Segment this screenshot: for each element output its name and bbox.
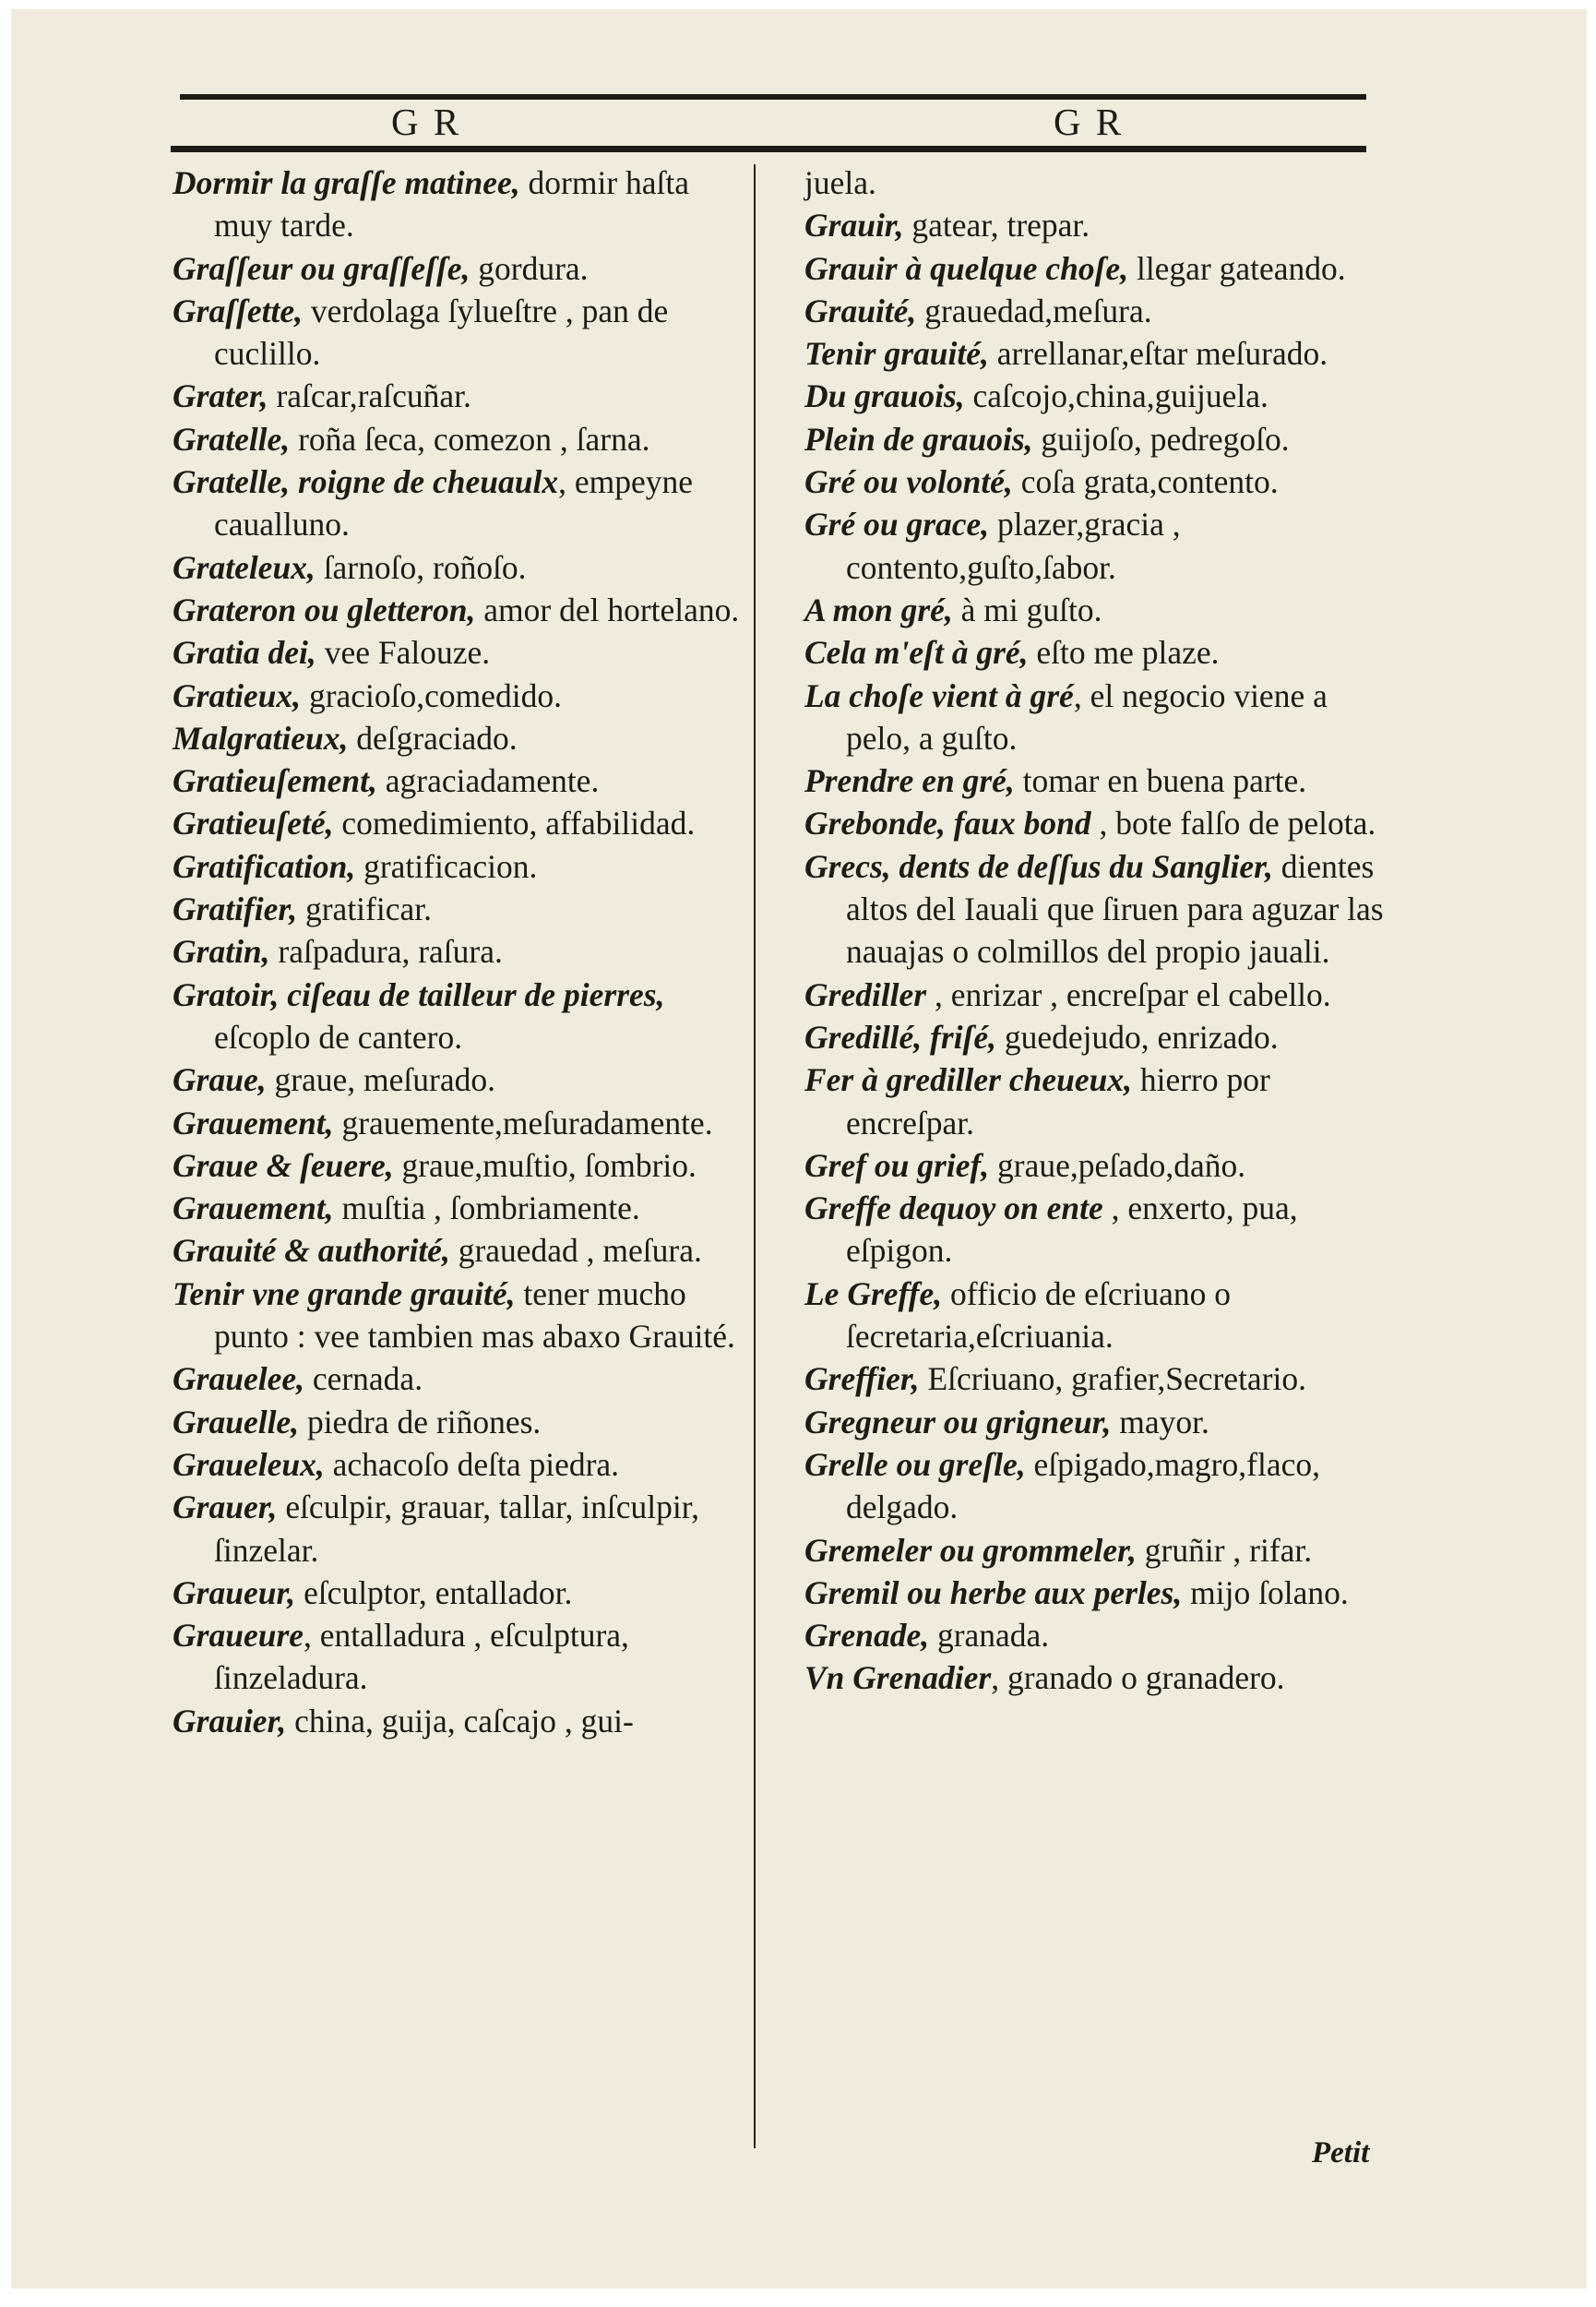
dictionary-entry: [173, 1229, 740, 1272]
entry-headword: Gratelle, roigne de cheuaulx: [173, 463, 559, 501]
dictionary-entry: [173, 1443, 740, 1486]
entry-headword: Gratieux,: [173, 676, 302, 714]
dictionary-entry: [173, 802, 740, 844]
entry-definition: Eſcriuano, grafier,Secretario.: [919, 1360, 1306, 1398]
dictionary-entry: [173, 759, 740, 802]
dictionary-entry: [173, 546, 740, 589]
entry-headword: Le Greffe,: [804, 1274, 943, 1312]
running-head-right: G R: [1054, 101, 1125, 143]
entry-headword: La choſe vient à gré: [804, 676, 1074, 714]
entry-definition: eſculptor, entallador.: [295, 1573, 573, 1611]
entry-definition: gruñir , rifar.: [1136, 1531, 1313, 1569]
dictionary-entry: [173, 1700, 740, 1742]
entry-definition: gratificar.: [297, 891, 432, 928]
dictionary-entry: [173, 1187, 740, 1229]
entry-definition: agraciadamente.: [376, 762, 600, 800]
entry-headword: Graſſeur ou graſſeſſe,: [173, 249, 470, 287]
entry-headword: Gratifier,: [173, 891, 298, 928]
dictionary-entry: [173, 717, 740, 759]
entry-definition: raſcar,raſcuñar.: [268, 377, 471, 415]
dictionary-entry: [173, 1273, 740, 1358]
entry-definition: grauedad,meſura.: [916, 292, 1152, 329]
dictionary-entry: [173, 589, 740, 631]
entry-definition: juela.: [804, 164, 876, 201]
dictionary-entry: [173, 247, 740, 290]
entry-definition: achacoſo deſta piedra.: [324, 1445, 620, 1483]
entry-definition: china, guija, caſcajo , gui-: [286, 1702, 634, 1739]
entry-definition: grauemente,meſuradamente.: [333, 1104, 713, 1142]
entry-headword: Grauir,: [804, 207, 904, 245]
entry-headword: Gremeler ou grommeler,: [804, 1531, 1137, 1569]
entry-definition: , el negocio viene a pelo, a guſto.: [846, 676, 1328, 757]
dictionary-entry: [804, 460, 1384, 503]
right-column: [804, 161, 1384, 1700]
entry-definition: mijo ſolano.: [1182, 1573, 1349, 1611]
entry-definition: dormir haſta muy tarde.: [214, 164, 690, 245]
dictionary-entry: [804, 1401, 1384, 1443]
entry-definition: deſgraciado.: [348, 719, 518, 757]
entry-definition: comedimiento, affabilidad.: [333, 805, 696, 843]
entry-headword: Grauir à quelque choſe,: [804, 249, 1129, 287]
dictionary-entry: [804, 1058, 1384, 1144]
entry-headword: Grauement,: [173, 1189, 334, 1227]
entry-headword: Graueleux,: [173, 1445, 325, 1483]
dictionary-entry: [173, 1144, 740, 1187]
entry-definition: raſpadura, raſura.: [269, 933, 503, 971]
entry-definition: verdolaga ſylueſtre , pan de cuclillo.: [214, 292, 669, 373]
dictionary-entry: [173, 1058, 740, 1101]
dictionary-entry: [173, 418, 740, 460]
entry-headword: Cela m'eſt à gré,: [804, 634, 1029, 672]
entry-definition: eſculpir, grauar, tallar, inſculpir, ſinzelar.: [214, 1488, 700, 1569]
entry-headword: Grater,: [173, 377, 268, 415]
left-column: [173, 161, 740, 1742]
entry-definition: , enxerto, pua, eſpigon.: [846, 1189, 1298, 1270]
entry-definition: gracioſo,comedido.: [301, 676, 562, 714]
dictionary-entry: [173, 1614, 740, 1700]
dictionary-entry: [173, 1572, 740, 1614]
entry-headword: Gratification,: [173, 847, 356, 885]
dictionary-entry: [804, 1572, 1384, 1614]
dictionary-entry: [804, 1656, 1384, 1699]
entry-headword: Gré ou volonté,: [804, 463, 1013, 501]
dictionary-entry: [804, 1357, 1384, 1400]
entry-headword: Grauer,: [173, 1488, 278, 1526]
dictionary-entry: [173, 930, 740, 973]
entry-headword: A mon gré,: [804, 591, 953, 628]
entry-definition: piedra de riñones.: [299, 1403, 542, 1440]
dictionary-entry: [173, 888, 740, 930]
entry-definition: tomar en buena parte.: [1014, 762, 1307, 800]
entry-headword: Gratoir, ciſeau de tailleur de pierres,: [173, 975, 665, 1013]
entry-headword: Gré ou grace,: [804, 506, 990, 544]
entry-definition: coſa grata,contento.: [1012, 463, 1279, 501]
entry-headword: Grediller: [804, 975, 927, 1013]
entry-headword: Grauité & authorité,: [173, 1232, 450, 1270]
dictionary-entry: [804, 845, 1384, 974]
dictionary-entry: [173, 161, 740, 247]
entry-headword: Fer à grediller cheueux,: [804, 1061, 1132, 1099]
entry-headword: Dormir la graſſe matinee,: [173, 164, 520, 201]
entry-headword: Gredillé, friſé,: [804, 1018, 997, 1056]
entry-headword: Greffe dequoy on ente: [804, 1189, 1103, 1227]
entry-headword: Prendre en gré,: [804, 762, 1015, 800]
entry-definition: granada.: [929, 1617, 1050, 1655]
column-divider: [754, 164, 756, 2148]
dictionary-entry: [173, 290, 740, 376]
dictionary-entry: [804, 247, 1384, 290]
entry-definition: hierro por encreſpar.: [846, 1061, 1270, 1142]
entry-definition: graue, meſurado.: [266, 1061, 495, 1099]
entry-definition: llegar gateando.: [1128, 249, 1346, 287]
dictionary-entry: [173, 675, 740, 717]
dictionary-entry: [804, 290, 1384, 332]
entry-headword: Gref ou grief,: [804, 1146, 990, 1184]
entry-headword: Gremil ou herbe aux perles,: [804, 1573, 1183, 1611]
dictionary-entry: [173, 974, 740, 1059]
entry-definition: eſpigado,magro,flaco, delgado.: [846, 1445, 1320, 1526]
dictionary-entry: [173, 1486, 740, 1572]
entry-definition: guedejudo, enrizado.: [996, 1018, 1279, 1056]
entry-definition: grauedad , meſura.: [449, 1232, 702, 1270]
entry-headword: Graue,: [173, 1061, 267, 1099]
entry-definition: , empeyne caualluno.: [214, 463, 693, 544]
entry-headword: Tenir grauité,: [804, 335, 989, 373]
entry-headword: Graueure: [173, 1617, 304, 1655]
dictionary-entry: [804, 631, 1384, 674]
entry-headword: Graue & ſeuere,: [173, 1146, 394, 1184]
entry-headword: Grenade,: [804, 1617, 930, 1655]
entry-definition: graue,muſtio, ſombrio.: [393, 1146, 697, 1184]
entry-definition: , enrizar , encreſpar el cabello.: [926, 975, 1331, 1013]
entry-headword: Gratieuſeté,: [173, 805, 334, 843]
dictionary-entry: [804, 759, 1384, 802]
entry-definition: guijoſo, pedregoſo.: [1032, 420, 1290, 458]
dictionary-entry: [173, 460, 740, 546]
dictionary-entry: [804, 1016, 1384, 1058]
dictionary-entry: [804, 1614, 1384, 1656]
dictionary-entry: [804, 1529, 1384, 1572]
entry-definition: à mi guſto.: [952, 591, 1102, 628]
dictionary-entry: [173, 1357, 740, 1400]
entry-headword: Malgratieux,: [173, 719, 349, 757]
entry-definition: , entalladura , eſculptura, ſinzeladura.: [214, 1617, 629, 1697]
entry-definition: plazer,gracia , contento,guſto,ſabor.: [846, 506, 1181, 586]
entry-definition: tener mucho punto : vee tambien mas abaxo Grauité.: [214, 1274, 735, 1356]
catchword: Petit: [1312, 2136, 1370, 2170]
entry-definition: eſto me plaze.: [1028, 634, 1220, 672]
entry-definition: eſcoplo de cantero.: [214, 1018, 463, 1056]
entry-definition: amor del hortelano.: [475, 591, 740, 628]
entry-headword: Grauité,: [804, 292, 917, 329]
dictionary-page: [11, 9, 1587, 2289]
dictionary-entry: [804, 418, 1384, 460]
dictionary-entry: [804, 802, 1384, 844]
dictionary-entry: [804, 161, 1384, 204]
entry-headword: Gratin,: [173, 933, 270, 971]
entry-headword: Grateleux,: [173, 548, 316, 586]
entry-headword: Grecs, dents de deſſus du Sanglier,: [804, 847, 1273, 885]
entry-headword: Plein de grauois,: [804, 420, 1033, 458]
dictionary-entry: [804, 1144, 1384, 1187]
entry-definition: graue,peſado,daño.: [989, 1146, 1246, 1184]
dictionary-entry: [173, 1401, 740, 1443]
entry-definition: gratificacion.: [355, 847, 538, 885]
entry-definition: , granado o granadero.: [991, 1659, 1285, 1697]
entry-definition: dientes altos del Iauali que ſiruen para aguzar las nauajas o colmillos del propio jauali.: [846, 847, 1384, 971]
entry-headword: Grateron ou gletteron,: [173, 591, 476, 628]
entry-headword: Gratelle,: [173, 420, 291, 458]
dictionary-entry: [804, 589, 1384, 631]
entry-headword: Greffier,: [804, 1360, 920, 1398]
dictionary-entry: [804, 974, 1384, 1016]
entry-definition: ſarnoſo, roñoſo.: [315, 548, 527, 586]
entry-definition: gatear, trepar.: [903, 207, 1090, 245]
entry-definition: cernada.: [304, 1360, 423, 1398]
entry-headword: Du grauois,: [804, 377, 965, 415]
entry-headword: Gratia dei,: [173, 634, 316, 672]
entry-headword: Grauement,: [173, 1104, 334, 1142]
entry-headword: Graſſette,: [173, 292, 303, 329]
entry-headword: Grelle ou greſle,: [804, 1445, 1026, 1483]
entry-definition: , bote falſo de pelota.: [1090, 805, 1376, 843]
header-rule-bottom: [171, 146, 1366, 152]
header-rule-top: [180, 94, 1366, 100]
entry-definition: gordura.: [470, 249, 589, 287]
entry-definition: caſcojo,china,guijuela.: [964, 377, 1268, 415]
dictionary-entry: [173, 375, 740, 417]
dictionary-entry: [804, 675, 1384, 760]
dictionary-entry: [804, 332, 1384, 375]
dictionary-entry: [804, 1443, 1384, 1529]
entry-headword: Grauelee,: [173, 1360, 304, 1398]
entry-definition: vee Falouze.: [316, 634, 491, 672]
entry-headword: Grauier,: [173, 1702, 287, 1739]
dictionary-entry: [804, 503, 1384, 589]
entry-definition: mayor.: [1111, 1403, 1209, 1440]
entry-headword: Graueur,: [173, 1573, 296, 1611]
entry-headword: Grebonde, faux bond: [804, 805, 1091, 843]
entry-headword: Tenir vne grande grauité,: [173, 1274, 516, 1312]
dictionary-entry: [804, 1273, 1384, 1358]
dictionary-entry: [173, 845, 740, 888]
entry-headword: Vn Grenadier: [804, 1659, 992, 1697]
dictionary-entry: [804, 204, 1384, 246]
entry-headword: Grauelle,: [173, 1403, 300, 1440]
dictionary-entry: [173, 631, 740, 674]
dictionary-entry: [804, 375, 1384, 417]
entry-headword: Gratieuſement,: [173, 762, 377, 800]
entry-definition: roña ſeca, comezon , ſarna.: [290, 420, 650, 458]
entry-definition: officio de eſcriuano o ſecretaria,eſcriuania.: [846, 1274, 1231, 1356]
running-head-left: G R: [391, 101, 462, 143]
dictionary-entry: [804, 1187, 1384, 1273]
entry-definition: arrellanar,eſtar meſurado.: [988, 335, 1328, 373]
dictionary-entry: [173, 1102, 740, 1144]
entry-definition: muſtia , ſombriamente.: [333, 1189, 640, 1227]
entry-headword: Gregneur ou grigneur,: [804, 1403, 1112, 1440]
